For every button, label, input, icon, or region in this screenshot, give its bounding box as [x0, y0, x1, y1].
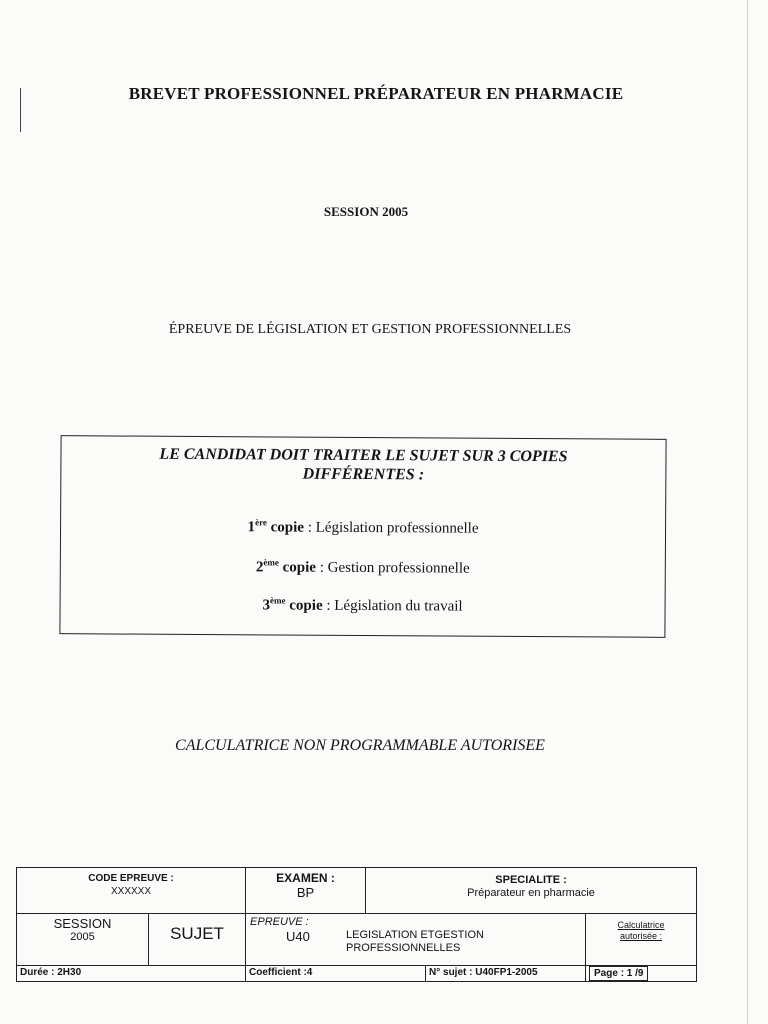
specialite-label: SPECIALITE :: [495, 874, 567, 886]
session-value: 2005: [70, 931, 95, 943]
sujet-cell: [149, 914, 246, 966]
copy-ordinal: ème: [263, 557, 279, 568]
examen-label: EXAMEN :: [276, 871, 335, 885]
examen-cell: [246, 868, 366, 914]
copy-line-1: [61, 516, 665, 539]
examen-value: BP: [296, 885, 315, 900]
copy-ordinal: ème: [270, 595, 286, 606]
copy-number: 2: [255, 559, 264, 576]
page-edge-line: [747, 0, 748, 1024]
coefficient-cell: Coefficient :4: [246, 966, 426, 982]
exam-subject-heading: ÉPREUVE DE LÉGISLATION ET GESTION PROFESSIONNELLES: [168, 322, 572, 337]
instruction-box: [59, 435, 666, 638]
copy-word: copie: [289, 597, 323, 614]
copy-number: 3: [262, 597, 271, 614]
sujet-label: SUJET: [170, 924, 224, 943]
copy-ordinal: ère: [255, 517, 267, 528]
numero-sujet-cell: N° sujet : U40FP1-2005: [426, 966, 586, 982]
calculatrice-cell: [586, 914, 697, 966]
document-title: BREVET PROFESSIONNEL PRÉPARATEUR EN PHARMACIE: [128, 84, 624, 103]
copy-subject: : Législation du travail: [322, 597, 463, 615]
copy-line-3: [61, 594, 665, 617]
epreuve-code: U40: [286, 929, 310, 944]
copy-subject: : Gestion professionnelle: [315, 559, 470, 577]
copy-word: copie: [282, 559, 317, 576]
copy-word: copie: [270, 519, 305, 536]
page-number: Page : 1 /9: [589, 966, 648, 981]
specialite-value: Préparateur en pharmacie: [467, 887, 595, 899]
copy-line-2: [61, 556, 665, 579]
session-label: SESSION: [53, 916, 112, 931]
exam-info-table: [16, 867, 697, 982]
epreuve-name-line1: LEGISLATION ETGESTION: [346, 929, 484, 941]
epreuve-cell: [246, 914, 586, 966]
page-cell: [586, 966, 697, 982]
code-epreuve-value: XXXXXX: [110, 886, 152, 897]
table-row: [17, 868, 697, 914]
session-heading: SESSION 2005: [323, 204, 409, 219]
table-row: [17, 966, 697, 982]
calculatrice-line2: autorisée :: [620, 931, 663, 941]
epreuve-label: EPREUVE :: [250, 916, 309, 928]
table-row: [17, 914, 697, 966]
code-epreuve-label: CODE EPREUVE :: [88, 873, 174, 884]
copy-number: 1: [247, 519, 256, 536]
epreuve-name: [346, 929, 484, 955]
calculatrice-line1: Calculatrice: [617, 920, 665, 930]
calculator-note: CALCULATRICE NON PROGRAMMABLE AUTORISEE: [175, 737, 545, 754]
copy-subject: : Législation professionnelle: [303, 519, 479, 537]
session-cell: [17, 914, 149, 966]
code-epreuve-cell: [17, 868, 246, 914]
epreuve-name-line2: PROFESSIONNELLES: [346, 942, 461, 954]
epreuve-detail: [246, 929, 585, 955]
specialite-cell: [366, 868, 697, 914]
duree-cell: Durée : 2H30: [17, 966, 246, 982]
instruction-title: LE CANDIDAT DOIT TRAITER LE SUJET SUR 3 COPIES DIFFÉRENTES :: [159, 445, 568, 484]
